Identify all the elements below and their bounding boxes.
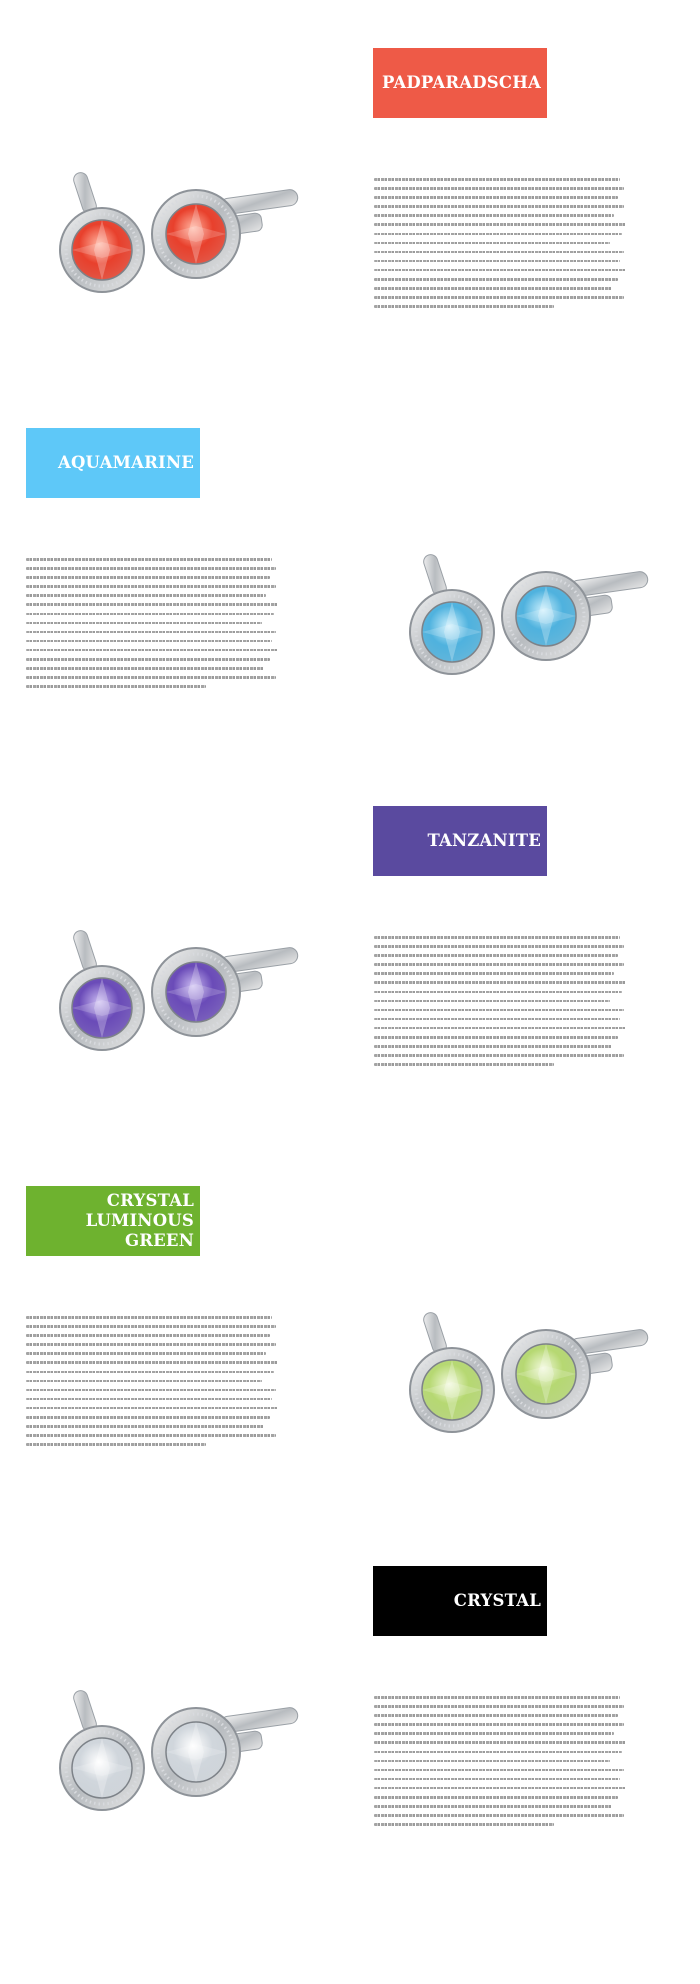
description-text-line — [374, 287, 612, 290]
cufflink-pair-image — [50, 926, 300, 1066]
color-name-label: AQUAMARINE — [26, 428, 200, 498]
description-text-line — [374, 991, 622, 994]
color-section — [0, 758, 700, 1138]
description-text-line — [374, 196, 618, 199]
description-text-line — [374, 981, 626, 984]
description-text-line — [26, 1425, 264, 1428]
description-text-line — [374, 1751, 622, 1754]
description-text-line — [26, 658, 270, 661]
color-name-label: PADPARADSCHA — [373, 48, 547, 118]
description-text-line — [26, 640, 272, 643]
description-text-line — [26, 622, 262, 625]
description-text-line — [374, 1805, 612, 1808]
description-text-line — [374, 251, 624, 254]
description-text-line — [374, 1723, 624, 1726]
cufflink-pair-image — [400, 1308, 650, 1448]
description-text-line — [374, 1036, 618, 1039]
description-text-line — [374, 1018, 620, 1021]
description-text-line — [374, 278, 618, 281]
color-name-label: TANZANITE — [373, 806, 547, 876]
description-text-line — [26, 613, 274, 616]
description-text-line — [374, 205, 624, 208]
description-text-line — [374, 1732, 614, 1735]
description-text-line — [26, 1325, 276, 1328]
color-name-label: CRYSTAL LUMINOUS GREEN — [26, 1186, 200, 1256]
description-text-line — [374, 296, 624, 299]
description-text-line — [374, 1778, 620, 1781]
description-text-line — [26, 1407, 278, 1410]
description-text-line — [374, 1027, 626, 1030]
description-text-block — [374, 178, 632, 318]
description-text-line — [26, 1380, 262, 1383]
description-text-line — [374, 187, 624, 190]
color-section — [0, 0, 700, 380]
color-section — [0, 1138, 700, 1518]
description-text-line — [374, 1696, 620, 1699]
description-text-line — [374, 1705, 624, 1708]
description-text-line — [374, 305, 554, 308]
description-text-line — [26, 594, 266, 597]
cufflink-pair-image — [50, 1686, 300, 1826]
description-text-line — [26, 649, 278, 652]
description-text-line — [374, 1054, 624, 1057]
description-text-line — [26, 1352, 266, 1355]
description-text-line — [374, 963, 624, 966]
description-text-line — [26, 603, 278, 606]
description-text-line — [374, 954, 618, 957]
description-text-line — [26, 1334, 270, 1337]
description-text-line — [26, 1371, 274, 1374]
description-text-line — [374, 242, 610, 245]
description-text-line — [374, 1796, 618, 1799]
description-text-line — [26, 558, 272, 561]
description-text-line — [26, 685, 206, 688]
description-text-line — [374, 1045, 612, 1048]
description-text-line — [374, 260, 620, 263]
cufflink-pair-image — [50, 168, 300, 308]
description-text-line — [374, 1787, 626, 1790]
description-text-line — [26, 567, 276, 570]
description-text-line — [374, 233, 622, 236]
description-text-line — [374, 1741, 626, 1744]
cufflink-pair-image — [400, 550, 650, 690]
description-text-line — [374, 1714, 618, 1717]
description-text-line — [26, 631, 276, 634]
description-text-line — [374, 1760, 610, 1763]
description-text-line — [374, 972, 614, 975]
description-text-block — [374, 936, 632, 1076]
description-text-line — [374, 1769, 624, 1772]
description-text-line — [374, 1823, 554, 1826]
description-text-line — [26, 667, 264, 670]
description-text-line — [374, 945, 624, 948]
description-text-line — [26, 1361, 278, 1364]
description-text-line — [374, 269, 626, 272]
description-text-line — [26, 1443, 206, 1446]
description-text-block — [26, 558, 284, 698]
description-text-block — [26, 1316, 284, 1456]
description-text-line — [374, 178, 620, 181]
description-text-line — [374, 1009, 624, 1012]
color-section — [0, 380, 700, 760]
description-text-line — [374, 214, 614, 217]
description-text-line — [26, 1389, 276, 1392]
description-text-line — [26, 576, 270, 579]
description-text-line — [26, 676, 276, 679]
description-text-line — [374, 1063, 554, 1066]
description-text-line — [26, 585, 276, 588]
description-text-line — [26, 1398, 272, 1401]
color-name-label: CRYSTAL — [373, 1566, 547, 1636]
description-text-line — [374, 936, 620, 939]
description-text-line — [374, 1000, 610, 1003]
description-text-line — [26, 1434, 276, 1437]
description-text-line — [26, 1343, 276, 1346]
description-text-line — [26, 1316, 272, 1319]
color-section — [0, 1518, 700, 1898]
description-text-line — [374, 223, 626, 226]
description-text-line — [374, 1814, 624, 1817]
description-text-line — [26, 1416, 270, 1419]
description-text-block — [374, 1696, 632, 1836]
